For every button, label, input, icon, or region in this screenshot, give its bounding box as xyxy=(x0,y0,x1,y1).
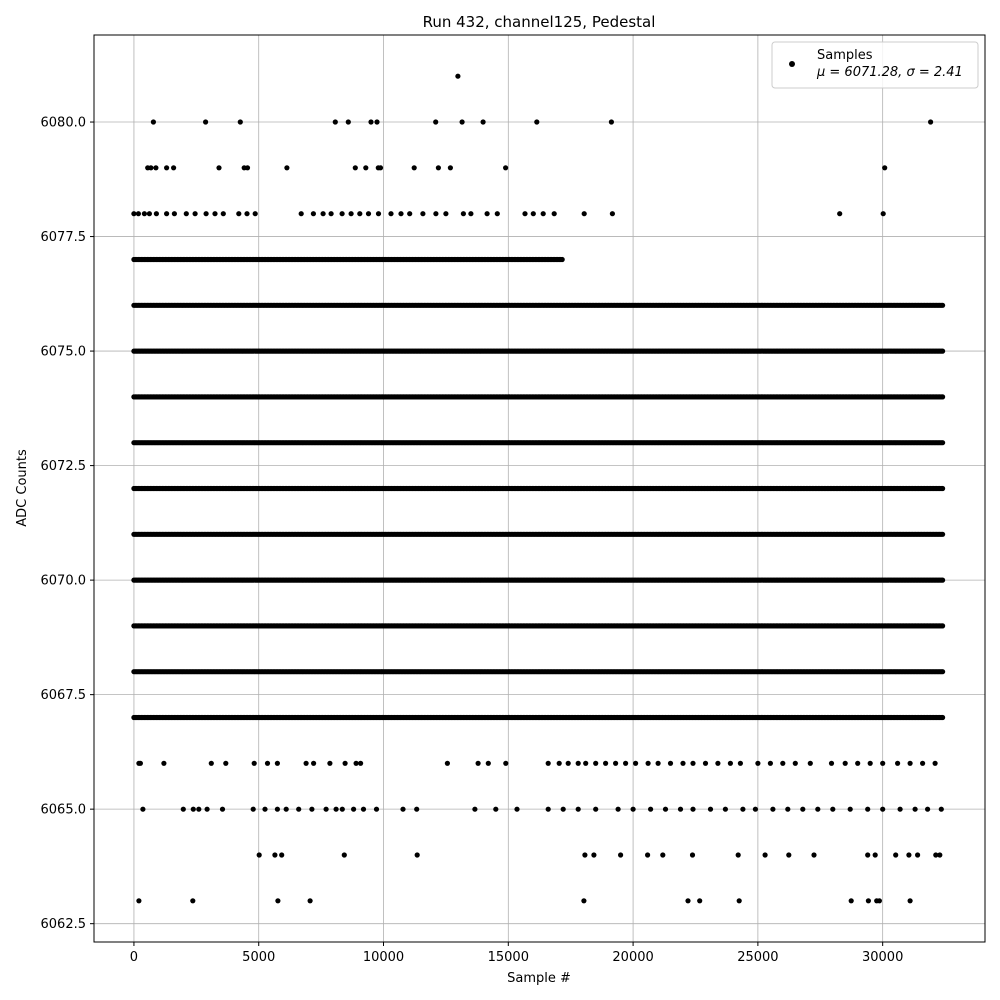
chart-title: Run 432, channel125, Pedestal xyxy=(422,13,656,31)
data-point xyxy=(940,669,945,674)
data-point xyxy=(940,486,945,491)
data-point xyxy=(940,440,945,445)
data-point xyxy=(940,349,945,354)
data-point xyxy=(940,578,945,583)
data-point xyxy=(940,715,945,720)
data-point xyxy=(940,623,945,628)
data-points xyxy=(131,74,945,904)
data-point xyxy=(940,532,945,537)
data-point xyxy=(940,394,945,399)
